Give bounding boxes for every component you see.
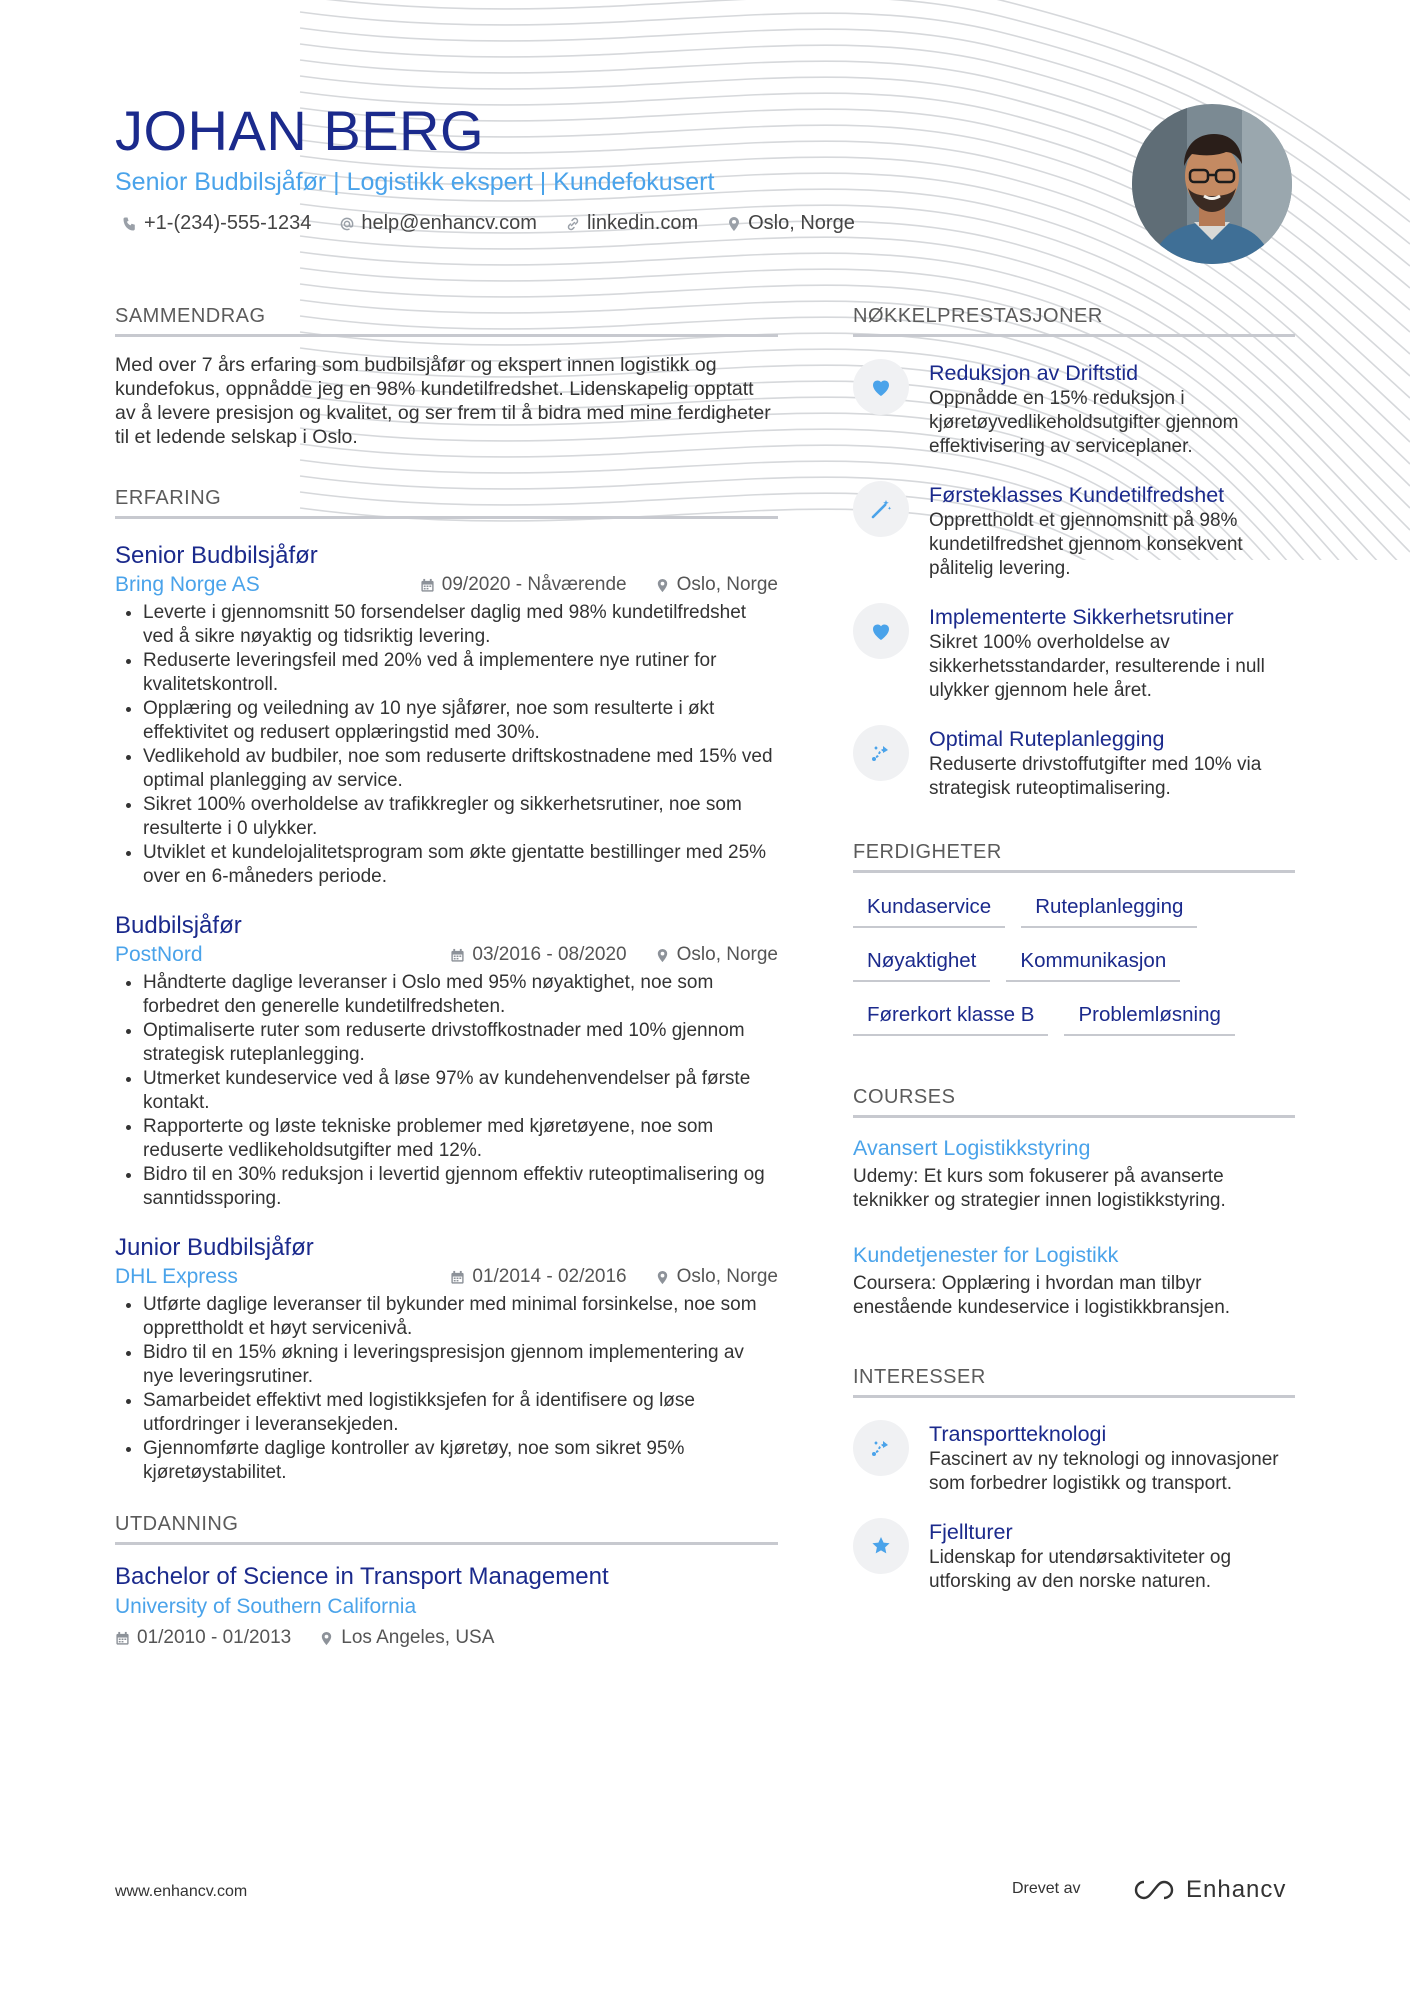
job-bullet: • Opplæring og veiledning av 10 nye sjåfører, noe som resulterte i økt effektivitet og redusert opplæringstid med 30%. [143,697,778,745]
achievements-item [853,603,1295,703]
phone-text: +1-(234)-555-1234 [144,212,312,234]
job-bullet: • Samarbeidet effektivt med logistikksjefen for å identifisere og løse utfordringer i leveransekjeden. [143,1389,778,1437]
achievements-item [853,725,1295,801]
location-icon [319,1631,334,1646]
avatar [1132,104,1292,264]
job-title: Budbilsjåfør [115,912,242,939]
candidate-name: JOHAN BERG [115,99,485,162]
education-degree: Bachelor of Science in Transport Management [115,1563,609,1590]
contact-location [726,212,855,235]
job-meta [115,573,778,597]
job-location: Oslo, Norge [655,1266,778,1288]
skills-list [853,891,1295,1036]
interests-title: Fjellturer [929,1520,1013,1544]
heart-icon [853,359,909,415]
job-location: Oslo, Norge [655,944,778,966]
job-company: DHL Express [115,1265,238,1288]
interests-list [853,1420,1295,1594]
job-bullet: • Utmerket kundeservice ved å løse 97% av kundehenvendelser på første kontakt. [143,1067,778,1115]
job-entry [115,911,778,1211]
achievements-item [853,359,1295,459]
magic-wand-icon [853,481,909,537]
link-icon [565,216,581,232]
job-title: Junior Budbilsjåfør [115,1234,314,1261]
email-text: help@enhancv.com [361,212,537,234]
location-icon [655,1270,670,1285]
calendar-icon [115,1631,130,1646]
skill-tag: Førerkort klasse B [853,999,1048,1036]
interests-desc: Fascinert av ny teknologi og innovasjoner som forbedrer logistikk og transport. [929,1449,1279,1494]
job-bullet: • Reduserte leveringsfeil med 20% ved å implementere nye rutiner for kvalitetskontroll. [143,649,778,697]
right-column [853,305,1295,1594]
interests-item [853,1420,1295,1496]
course-item [853,1136,1295,1213]
route-icon [853,725,909,781]
job-bullets [115,971,778,1211]
achievements-heading: NØKKELPRESTASJONER [853,305,1295,337]
star-icon [853,1518,909,1574]
education-dates: 01/2010 - 01/2013 [115,1627,291,1649]
footer-website[interactable]: www.enhancv.com [115,1883,248,1900]
job-meta [115,943,778,967]
enhancv-logo-icon [1132,1878,1178,1902]
job-bullet: • Leverte i gjennomsnitt 50 forsendelser daglig med 98% kundetilfredshet ved å sikre nøyaktig og tidsriktig levering. [143,601,778,649]
contact-phone[interactable] [122,212,311,235]
achievements-desc: Reduserte drivstoffutgifter med 10% via strategisk ruteoptimalisering. [929,754,1262,799]
at-icon [339,216,355,232]
skill-tag: Nøyaktighet [853,945,990,982]
calendar-icon [450,948,465,963]
location-icon [726,216,742,232]
achievements-title: Reduksjon av Driftstid [929,361,1139,385]
job-bullet: • Utførte daglige leveranser til bykunder med minimal forsinkelse, noe som opprettholdt et høyt servicenivå. [143,1293,778,1341]
job-location: Oslo, Norge [655,574,778,596]
experience-heading: ERFARING [115,487,778,519]
route-icon [853,1420,909,1476]
job-bullet: • Rapporterte og løste tekniske problemer med kjøretøyene, noe som reduserte vedlikeholdsutgifter med 12%. [143,1115,778,1163]
job-title: Senior Budbilsjåfør [115,542,318,569]
left-column [115,305,778,1649]
courses-list [853,1136,1295,1320]
achievements-desc: Opprettholdt et gjennomsnitt på 98% kundetilfredshet gjennom konsekvent pålitelig levering. [929,510,1243,579]
skill-tag: Kundaservice [853,891,1005,928]
location-text: Oslo, Norge [748,212,855,234]
course-desc: Udemy: Et kurs som fokuserer på avanserte teknikker og strategier innen logistikkstyring. [853,1166,1226,1211]
interests-item [853,1518,1295,1594]
achievements-desc: Oppnådde en 15% reduksjon i kjøretøyvedlikeholdsutgifter gjennom effektivisering av serviceplaner. [929,388,1239,457]
interests-desc: Lidenskap for utendørsaktiviteter og utforsking av den norske naturen. [929,1547,1232,1592]
achievements-item [853,481,1295,581]
job-entry [115,1233,778,1485]
achievements-list [853,359,1295,801]
contact-bar [122,212,855,235]
summary-text: Med over 7 års erfaring som budbilsjåfør og ekspert innen logistikk og kundefokus, oppnådde jeg en 98% kundetilfredshet. Lidenskapelig opptatt av å levere presisjon og kvalitet, og ser frem til å bidra med mine ferdigheter til et ledende selskap i Oslo. [115,354,771,448]
job-bullet: • Optimaliserte ruter som reduserte drivstoffkostnader med 10% gjennom strategisk ruteplanlegging. [143,1019,778,1067]
location-icon [655,948,670,963]
calendar-icon [450,1270,465,1285]
phone-icon [122,216,138,232]
job-bullet: • Bidro til en 15% økning i leveringspresisjon gjennom implementering av nye leveringsrutiner. [143,1341,778,1389]
education-school: University of Southern California [115,1595,417,1618]
achievements-title: Implementerte Sikkerhetsrutiner [929,605,1234,629]
job-bullet: • Vedlikehold av budbiler, noe som reduserte driftskostnadene med 15% ved optimal planlegging av service. [143,745,778,793]
job-company: Bring Norge AS [115,573,260,596]
summary-heading: SAMMENDRAG [115,305,778,337]
job-dates: 09/2020 - Nåværende [420,574,627,596]
experience-list [115,541,778,1485]
linkedin-text: linkedin.com [586,212,699,234]
location-icon [655,578,670,593]
courses-heading: COURSES [853,1086,1295,1118]
calendar-icon [420,578,435,593]
job-bullets [115,601,778,889]
job-dates: 01/2014 - 02/2016 [450,1266,626,1288]
job-dates: 03/2016 - 08/2020 [450,944,626,966]
contact-linkedin[interactable] [565,212,698,235]
footer-powered-by: Drevet av [1012,1880,1081,1897]
skill-tag: Problemløsning [1064,999,1234,1036]
skill-tag: Kommunikasjon [1006,945,1180,982]
skills-heading: FERDIGHETER [853,841,1295,873]
job-bullet: • Gjennomførte daglige kontroller av kjøretøy, noe som sikret 95% kjøretøystabilitet. [143,1437,778,1485]
job-bullet: • Bidro til en 30% reduksjon i levertid gjennom effektiv ruteoptimalisering og sanntidssporing. [143,1163,778,1211]
headline: Senior Budbilsjåfør | Logistikk ekspert | Kundefokusert [115,168,715,196]
job-company: PostNord [115,943,203,966]
footer-brand-name: Enhancv [1186,1876,1287,1903]
contact-email[interactable] [339,212,537,235]
job-bullets [115,1293,778,1485]
footer-brand[interactable] [1132,1876,1286,1904]
skill-tag: Ruteplanlegging [1021,891,1197,928]
education-heading: UTDANNING [115,1513,778,1545]
job-bullet: • Sikret 100% overholdelse av trafikkregler og sikkerhetsrutiner, noe som resulterte i 0 ulykker. [143,793,778,841]
interests-heading: INTERESSER [853,1366,1295,1398]
course-item [853,1243,1295,1320]
profile-photo [1132,104,1292,264]
achievements-desc: Sikret 100% overholdelse av sikkerhetsstandarder, resulterende i null ulykker gjennom hele året. [929,632,1265,701]
job-meta [115,1265,778,1289]
achievements-title: Førsteklasses Kundetilfredshet [929,483,1225,507]
heart-icon [853,603,909,659]
job-entry [115,541,778,889]
course-title[interactable]: Kundetjenester for Logistikk [853,1243,1119,1267]
achievements-title: Optimal Ruteplanlegging [929,727,1165,751]
interests-title: Transportteknologi [929,1422,1107,1446]
education-location: Los Angeles, USA [319,1627,494,1649]
education-meta [115,1627,778,1649]
course-desc: Coursera: Opplæring i hvordan man tilbyr enestående kundeservice i logistikkbransjen. [853,1273,1231,1318]
course-title[interactable]: Avansert Logistikkstyring [853,1136,1091,1160]
job-bullet: • Utviklet et kundelojalitetsprogram som økte gjentatte bestillinger med 25% over en 6-måneders periode. [143,841,778,889]
job-bullet: • Håndterte daglige leveranser i Oslo med 95% nøyaktighet, noe som forbedret den generelle kundetilfredsheten. [143,971,778,1019]
